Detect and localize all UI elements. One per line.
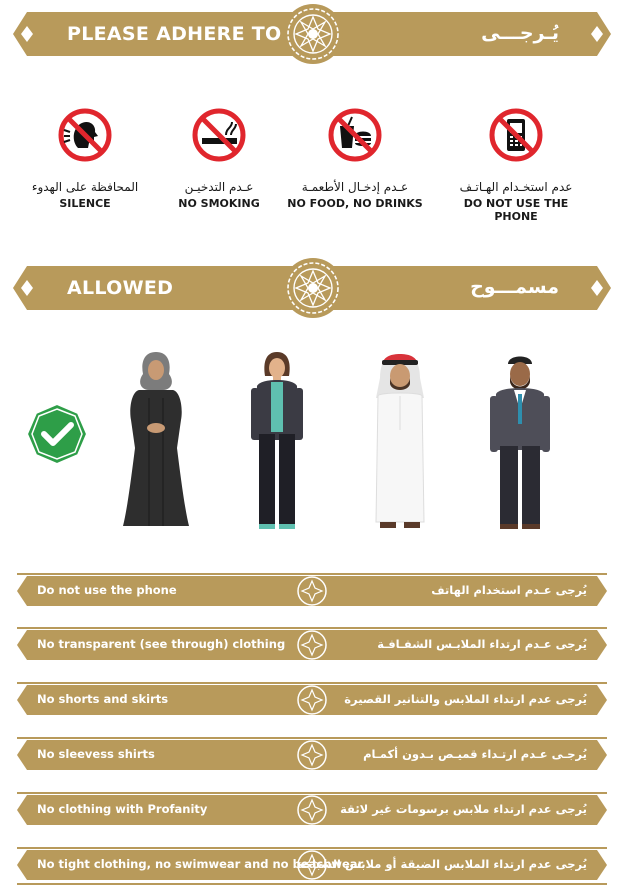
rule-en: No clothing with Profanity [37, 802, 208, 816]
divider [17, 883, 607, 885]
rule-ar: يُرجى عدم ارتداء ملابس برسومات غير لائقة [340, 802, 587, 816]
sign-no-phone-en: DO NOT USE THE PHONE [463, 197, 569, 223]
sign-no-phone [446, 108, 586, 223]
rule-en: No transparent (see through) clothing [37, 637, 286, 651]
allowed-title-ar: مسمـــوح [470, 276, 559, 298]
sign-no-food-drinks [285, 108, 425, 210]
no-talking-icon [58, 108, 112, 162]
header-title-ar: يُـرجـــى [481, 22, 559, 44]
man-thobe-illustration [370, 350, 430, 530]
rule-bar [17, 576, 607, 606]
divider [17, 573, 607, 575]
rule-ar: يُرجـى عـدم ارتـداء قميـص بـدون أكمـام [363, 747, 587, 761]
rule-ar: يُرجى عـدم استخدام الهاتف [431, 583, 587, 597]
ornament-medallion-icon [282, 257, 344, 319]
rule-en: Do not use the phone [37, 583, 177, 597]
rule-bar [17, 685, 607, 715]
checkmark-badge-icon [26, 403, 88, 465]
divider [17, 737, 607, 739]
rule-bar [17, 630, 607, 660]
divider [17, 682, 607, 684]
header-title-en: PLEASE ADHERE TO [67, 23, 282, 45]
no-smoking-icon [192, 108, 246, 162]
sign-silence-en: SILENCE [59, 197, 111, 210]
sign-silence-ar: المحافظة على الهدوء [31, 180, 139, 194]
rule-bar [17, 850, 607, 880]
rule-ar: يُرجى عدم ارتداء الملابس والتنانير القصيرة [344, 692, 587, 706]
no-food-drinks-icon [328, 108, 382, 162]
woman-business-illustration [249, 350, 305, 530]
sign-no-smoking-ar: عـدم التدخيـن [184, 180, 254, 194]
divider [17, 627, 607, 629]
rule-en: No sleevess shirts [37, 747, 155, 761]
woman-abaya-illustration [121, 350, 191, 530]
sign-no-food-ar: عـدم إدخـال الأطعمـة [301, 180, 409, 194]
divider [17, 792, 607, 794]
sign-no-phone-ar: عدم استخـدام الهـاتـف [459, 180, 573, 194]
rule-ar: يُرجى عـدم ارتداء الملابـس الشفـافـة [377, 637, 587, 651]
sign-silence [15, 108, 155, 210]
divider [17, 847, 607, 849]
rule-en: No shorts and skirts [37, 692, 169, 706]
no-phone-icon [489, 108, 543, 162]
sign-no-smoking [149, 108, 289, 210]
sign-no-food-en: NO FOOD, NO DRINKS [287, 197, 423, 210]
rule-en: No tight clothing, no swimwear and no beachwear [37, 857, 364, 871]
rule-ar: يُرجى عدم ارتداء الملابس الضيقة أو ملابس السباحة [296, 857, 587, 871]
allowed-title-en: ALLOWED [67, 277, 174, 299]
rule-bar [17, 795, 607, 825]
man-suit-illustration [490, 350, 550, 530]
rule-bar [17, 740, 607, 770]
ornament-medallion-icon [282, 3, 344, 65]
sign-no-smoking-en: NO SMOKING [178, 197, 260, 210]
